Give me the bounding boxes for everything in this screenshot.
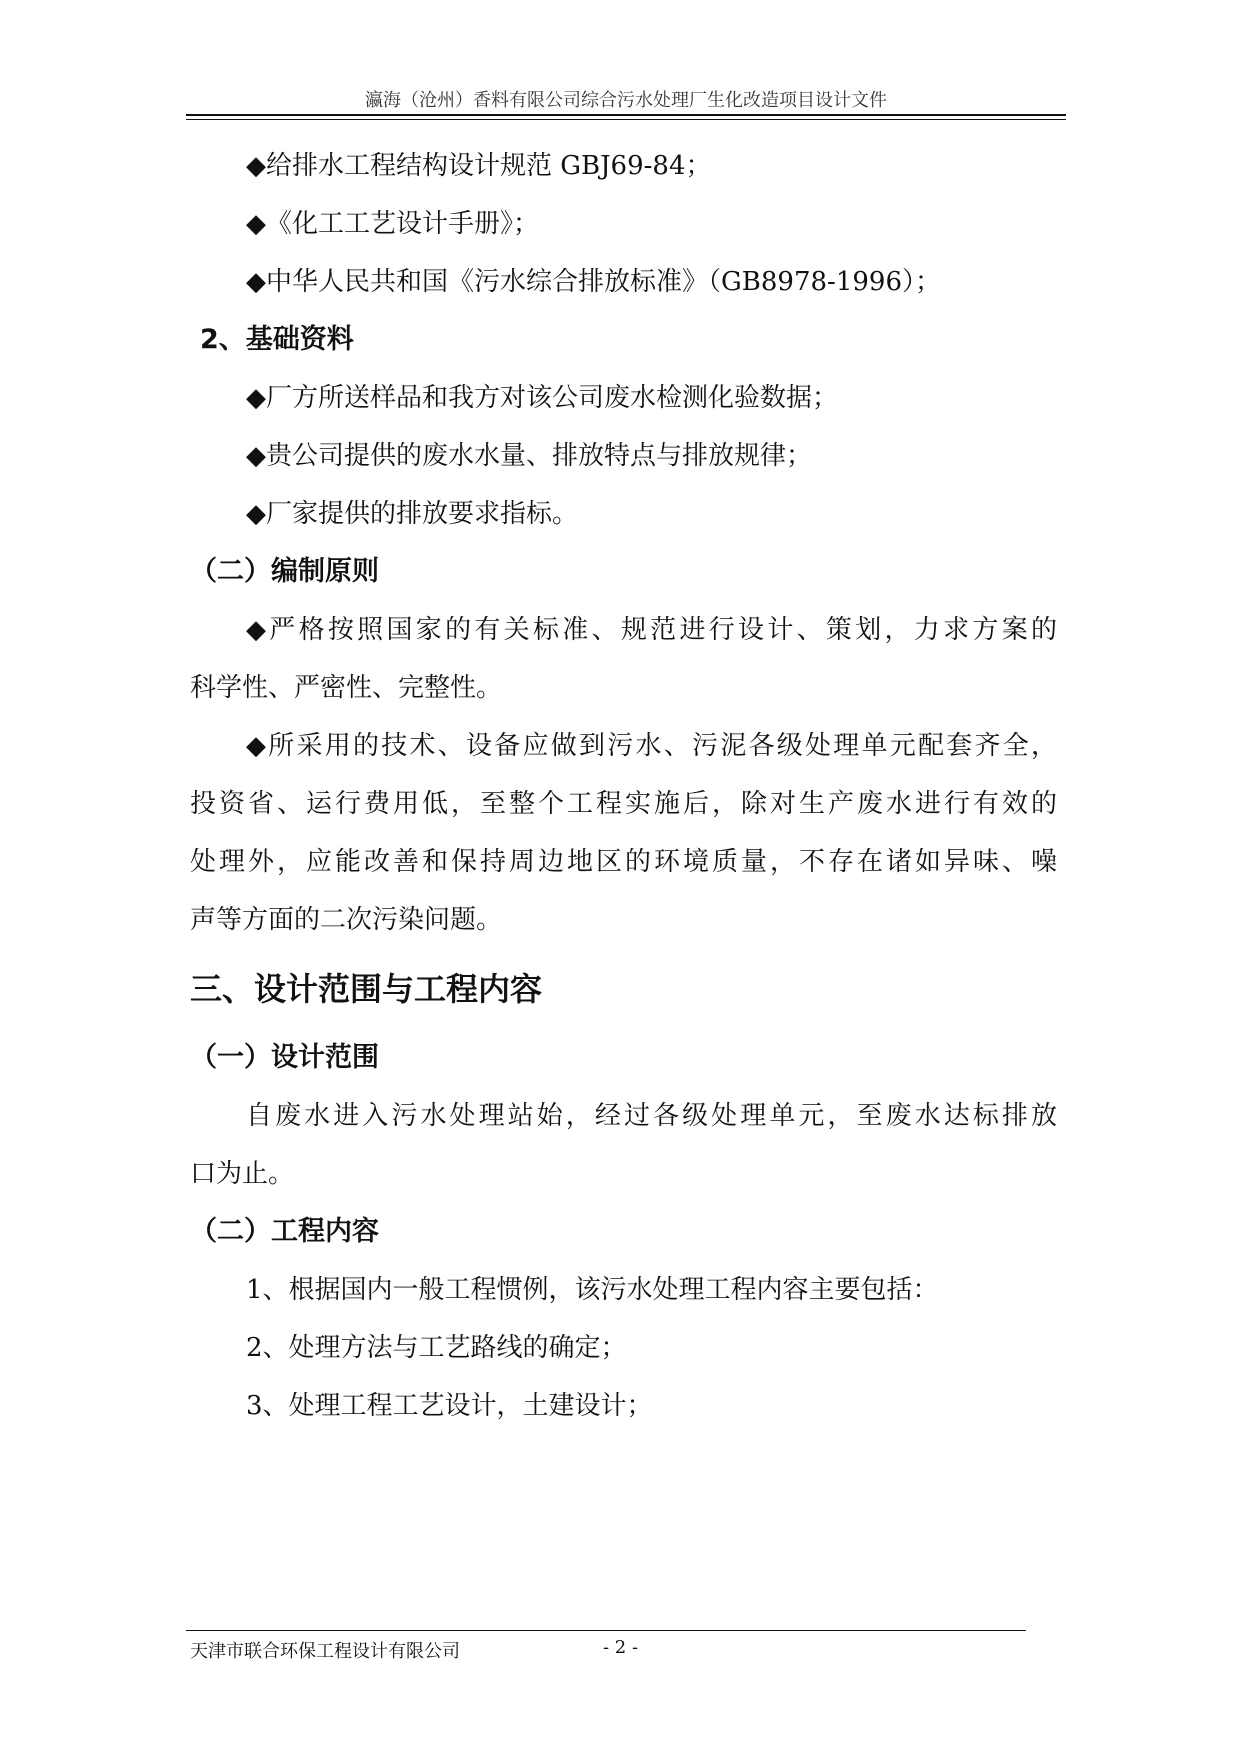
paragraph-line: 科学性、严密性、完整性。 <box>190 673 503 703</box>
page-header-title: 瀛海（沧州）香料有限公司综合污水处理厂生化改造项目设计文件 <box>365 90 887 111</box>
reference-item: ◆中华人民共和国《污水综合排放标准》（GB8978-1996）； <box>246 267 941 297</box>
basic-data-item: ◆贵公司提供的废水水量、排放特点与排放规律； <box>246 441 812 471</box>
content-list-item: 2、处理方法与工艺路线的确定； <box>246 1333 627 1363</box>
content-list-item: 3、处理工程工艺设计，土建设计； <box>246 1391 653 1421</box>
content-list-item: 1、根据国内一般工程惯例，该污水处理工程内容主要包括： <box>246 1275 939 1305</box>
chapter-heading: 三、设计范围与工程内容 <box>190 970 543 1008</box>
reference-item: ◆给排水工程结构设计规范 GBJ69-84； <box>246 151 712 181</box>
paragraph-line: 声等方面的二次污染问题。 <box>190 905 503 935</box>
section-heading-principles: （二）编制原则 <box>190 556 379 587</box>
footer-divider <box>186 1630 1026 1631</box>
page-number: - 2 - <box>603 1637 639 1658</box>
paragraph-line: ◆所采用的技术、设备应做到污水、污泥各级处理单元配套齐全， <box>246 731 1057 761</box>
basic-data-item: ◆厂方所送样品和我方对该公司废水检测化验数据； <box>246 383 838 413</box>
reference-item: ◆《化工工艺设计手册》； <box>246 209 539 239</box>
paragraph-line: 自废水进入污水处理站始，经过各级处理单元，至废水达标排放 <box>246 1101 1057 1131</box>
section-heading-content: （二）工程内容 <box>190 1216 379 1247</box>
paragraph-line: 处理外，应能改善和保持周边地区的环境质量，不存在诸如异味、噪 <box>190 847 1057 877</box>
basic-data-item: ◆厂家提供的排放要求指标。 <box>246 499 578 529</box>
section-heading-basic-data: 2、基础资料 <box>200 324 354 355</box>
paragraph-line: 投资省、运行费用低，至整个工程实施后，除对生产废水进行有效的 <box>190 789 1057 819</box>
section-heading-scope: （一）设计范围 <box>190 1042 379 1073</box>
paragraph-line: 口为止。 <box>190 1159 295 1189</box>
header-divider-thin <box>186 119 1066 120</box>
footer-company: 天津市联合环保工程设计有限公司 <box>190 1641 460 1662</box>
header-divider <box>186 114 1066 116</box>
paragraph-line: ◆严格按照国家的有关标准、规范进行设计、策划，力求方案的 <box>246 615 1057 645</box>
